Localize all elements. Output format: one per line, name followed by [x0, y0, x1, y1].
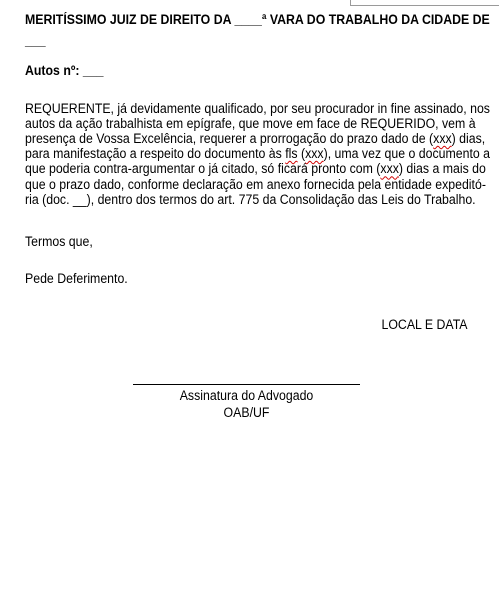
closing-request: Pede Deferimento. [25, 271, 128, 287]
case-number: Autos nº: ___ [25, 63, 104, 79]
closing-terms: Termos que, [25, 234, 93, 250]
signature-line [133, 384, 360, 385]
body-line: presença de Vossa Excelência, requerer a prorrogação do prazo dado de (xxx) dias, [25, 131, 486, 147]
signature-block [133, 387, 360, 421]
petition-body [25, 100, 491, 207]
body-line: ria (doc. __), dentro dos termos do art. 775 da Consolidação das Leis do Trabalho. [25, 191, 476, 207]
spellcheck-flag: fls [285, 146, 298, 162]
spellcheck-flag: xxx [305, 146, 324, 162]
body-line: que poderia contra-argumentar o já citado, só ficará pronto com (xxx) dias a mais do [25, 161, 486, 177]
page-frame-edge [350, 0, 499, 6]
body-line: REQUERENTE, já devidamente qualificado, por seu procurador in fine assinado, nos [25, 100, 490, 116]
document-page [25, 12, 491, 332]
body-line: que o prazo dado, conforme declaração em anexo fornecida pela entidade expeditó- [25, 176, 486, 192]
spellcheck-flag: xxx [380, 161, 399, 177]
heading-line-2: ___ [25, 33, 46, 49]
body-line: para manifestação a respeito do documento às fls (xxx), uma vez que o documento a [25, 146, 491, 162]
document-heading [25, 12, 490, 49]
place-and-date: LOCAL E DATA [381, 317, 468, 332]
body-line: autos da ação trabalhista em epígrafe, que move em face de REQUERIDO, vem à [25, 115, 476, 131]
signature-registration: OAB/UF [223, 405, 270, 420]
signature-name: Assinatura do Advogado [179, 388, 314, 403]
heading-line-1: MERITÍSSIMO JUIZ DE DIREITO DA ____ª VARA DO TRABALHO DA CIDADE DE [25, 12, 490, 27]
spellcheck-flag: xxx [433, 131, 452, 147]
